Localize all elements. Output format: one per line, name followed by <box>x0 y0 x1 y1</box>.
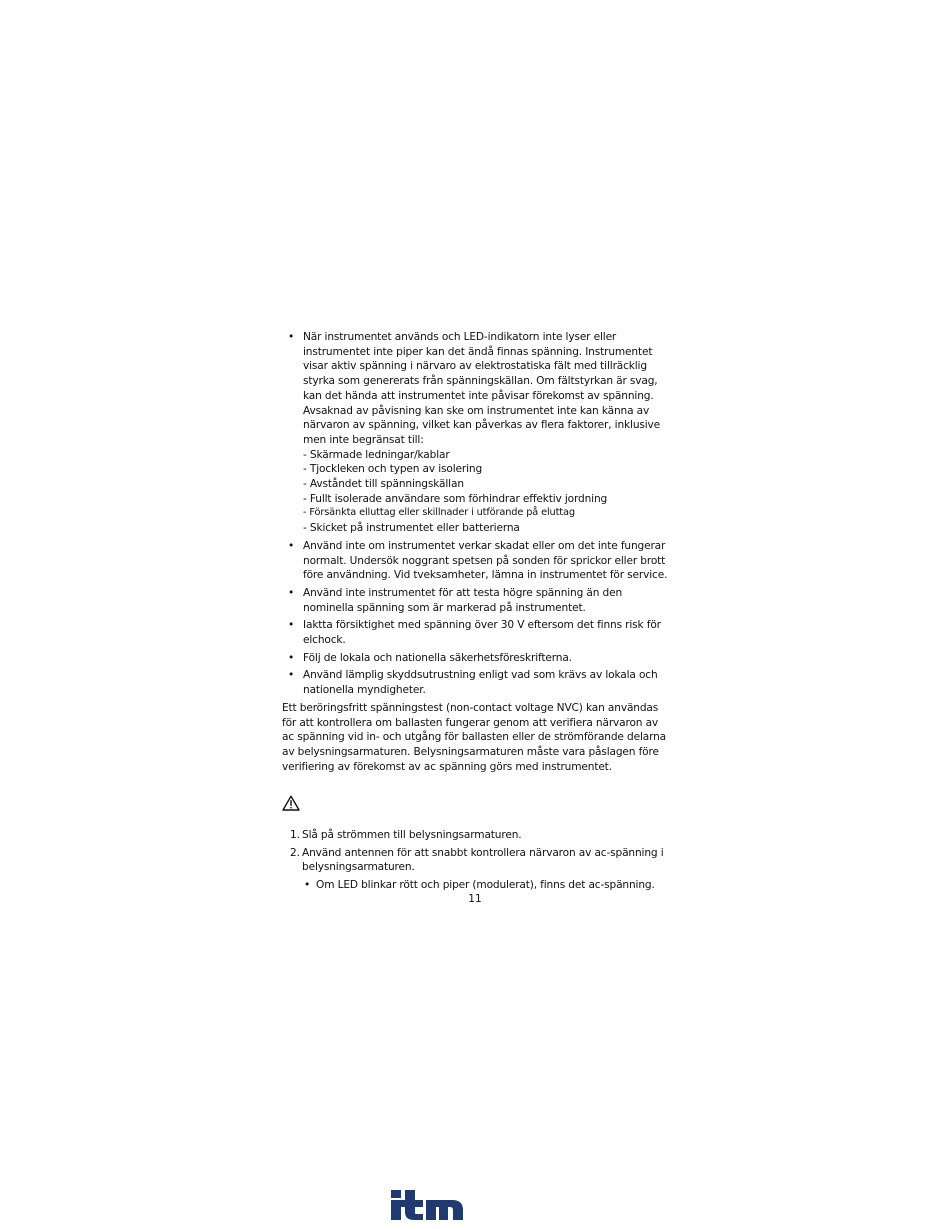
factor-item: - Avståndet till spänningskällan <box>303 478 464 491</box>
bullet-item: • Använd inte om instrumentet verkar skadat eller om det inte fungerar normalt. Undersök noggrant spetsen på sonden för sprickor eller brott före användning. Vid tveksamheter, lämna in instrumentet för service. <box>282 539 668 583</box>
factor-item: - Skärmade ledningar/kablar <box>303 448 450 461</box>
safety-bullet-list <box>282 330 668 698</box>
warning-triangle-icon <box>282 795 300 811</box>
factor-item: - Försänkta elluttag eller skillnader i utförande på eluttag <box>303 507 575 519</box>
step-text: Använd antennen för att snabbt kontrollera närvaron av ac-spänning i belysningsarmaturen. <box>302 846 664 874</box>
step-sub-item: • Om LED blinkar rött och piper (modulerat), finns det ac-spänning. <box>302 878 668 893</box>
bullet-item: • Använd inte instrumentet för att testa högre spänning än den nominella spänning som är markerad på instrumentet. <box>282 586 668 615</box>
step-number: 2. <box>290 846 300 859</box>
bullet-item: • Iaktta försiktighet med spänning över 30 V eftersom det finns risk för elchock. <box>282 618 668 647</box>
page-number: 11 <box>468 893 482 905</box>
bullet-item: • Följ de lokala och nationella säkerhetsföreskrifterna. <box>282 651 668 666</box>
factor-item: - Skicket på instrumentet eller batterierna <box>303 522 520 535</box>
step-item <box>282 828 668 843</box>
factor-item: - Tjockleken och typen av isolering <box>303 463 483 476</box>
bullet-text: • När instrumentet används och LED-indikatorn inte lyser eller instrumentet inte piper kan det ändå finnas spänning. Instrumentet visar aktiv spänning i närvaro av elektrostatiska fält med tillräcklig styrka som genererats från spänningskällan. Om fältstyrkan är svag, kan det hända att instrumentet inte påvisar förekomst av spänning. Avsaknad av påvisning kan ske om instrumentet inte kan känna av närvaron av spänning, vilket kan påverkas av flera faktorer, inklusive men inte begränsat till: <box>303 331 661 446</box>
safety-content <box>282 330 668 774</box>
factor-list <box>303 448 668 536</box>
procedure-steps <box>282 828 668 896</box>
bullet-item <box>282 330 668 536</box>
step-item <box>282 846 668 893</box>
bullet-item: • Använd lämplig skyddsutrustning enligt vad som krävs av lokala och nationella myndigheter. <box>282 668 668 697</box>
step-sub-list <box>302 878 668 893</box>
step-number: 1. <box>290 829 300 841</box>
itm-logo <box>390 1186 464 1222</box>
factor-item: - Fullt isolerade användare som förhindrar effektiv jordning <box>303 492 608 505</box>
step-text: Slå på strömmen till belysningsarmaturen. <box>302 829 522 841</box>
nvc-paragraph: Ett beröringsfritt spänningstest (non-contact voltage NVC) kan användas för att kontrollera om ballasten fungerar genom att verifiera närvaron av ac spänning vid in- och utgång för ballasten eller de strömförande delarna av belysningsarmaturen. Belysningsarmaturen måste vara påslagen före verifiering av förekomst av ac spänning görs med instrumentet. <box>282 701 667 773</box>
